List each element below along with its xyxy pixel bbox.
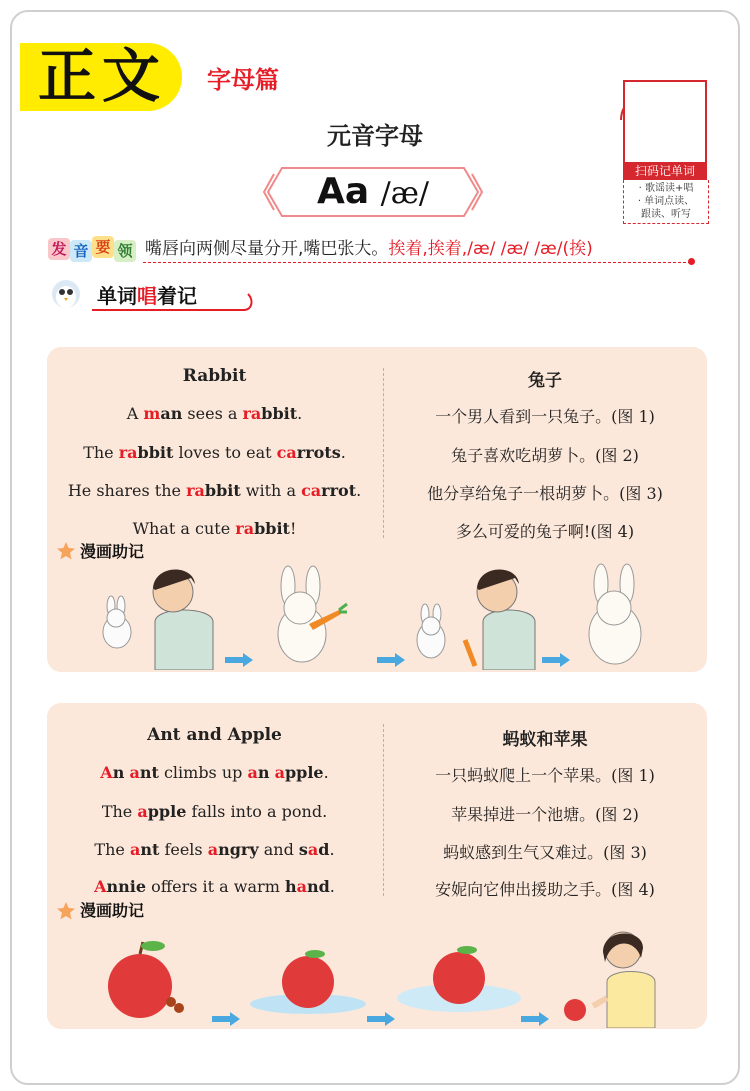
- pronunciation-tip: 嘴唇向两侧尽量分开,嘴巴张大。: [145, 239, 389, 259]
- song-line-cn: 他分享给兔子一根胡萝卜。(图 3): [427, 484, 663, 503]
- song-line-segment: nt: [139, 763, 159, 782]
- arrow-right-icon: [377, 653, 405, 667]
- song-line-segment: a: [129, 840, 141, 859]
- song-line-segment: The: [101, 802, 138, 821]
- song-line-segment: climbs up: [158, 763, 248, 782]
- song-line-cn: 一个男人看到一只兔子。(图 1): [435, 407, 655, 426]
- song-line-segment: and: [258, 840, 299, 859]
- memo-label: 漫画助记: [80, 542, 145, 561]
- arrow-right-icon: [367, 1012, 395, 1026]
- pronunciation-example: 挨着,挨着,/æ/ /æ/ /æ/(挨): [388, 239, 593, 259]
- song-line-cn: 一只蚂蚁爬上一个苹果。(图 1): [435, 766, 655, 785]
- star-icon: [56, 901, 76, 921]
- arrow-right-icon: [225, 653, 253, 667]
- song-line-segment: a: [274, 763, 285, 782]
- song-line-en: [47, 443, 382, 462]
- card-divider: [383, 724, 384, 896]
- song-line-segment: nd: [306, 877, 330, 896]
- song-line-segment: bbit: [261, 404, 298, 423]
- song-line-segment: n: [257, 763, 270, 782]
- song-line-segment: a: [307, 840, 319, 859]
- song-line-segment: ra: [235, 519, 255, 538]
- song-line-segment: bbit: [137, 443, 174, 462]
- comic-panel-1: [108, 941, 184, 1018]
- comic-panel-2: [250, 950, 366, 1014]
- song-line-segment: pple: [284, 763, 324, 782]
- song-line-segment: The: [94, 840, 130, 859]
- card-divider: [383, 368, 384, 538]
- letter-phonetic: /æ/: [380, 176, 430, 211]
- song-line-en: [47, 481, 382, 500]
- song-line-segment: nt: [140, 840, 160, 859]
- arrow-right-icon: [542, 653, 570, 667]
- song-line-segment: an: [160, 404, 183, 423]
- song-line-cn: 安妮向它伸出援助之手。(图 4): [435, 880, 655, 899]
- badge-char: 发: [48, 238, 70, 260]
- song-line-segment: h: [284, 877, 297, 896]
- card-en-title: Rabbit: [182, 366, 247, 386]
- song-line-segment: ra: [186, 481, 205, 500]
- song-line-segment: pple: [147, 802, 187, 821]
- song-line-segment: What a cute: [132, 519, 236, 538]
- qr-code[interactable]: [623, 80, 707, 164]
- qr-label: 扫码记单词: [623, 162, 707, 180]
- song-line-segment: sees a: [182, 404, 243, 423]
- song-line-segment: s: [298, 840, 308, 859]
- comic-panel-2: [278, 566, 347, 662]
- song-line-segment: ca: [301, 481, 322, 500]
- qr-notes: [623, 180, 709, 224]
- comic-panel-3: [417, 569, 535, 670]
- song-line-segment: with a: [240, 481, 302, 500]
- song-line-segment: a: [247, 763, 258, 782]
- song-line-segment: d: [318, 840, 330, 859]
- song-line-segment: He shares the: [67, 481, 187, 500]
- song-line-cn: 兔子喜欢吃胡萝卜。(图 2): [451, 446, 639, 465]
- song-line-segment: a: [137, 802, 148, 821]
- qr-note: 跟读、听写: [641, 209, 691, 220]
- badge-char: 音: [70, 240, 92, 262]
- song-line-en: [47, 519, 382, 538]
- sing-title-highlight: 唱: [137, 284, 157, 308]
- song-line-segment: a: [129, 763, 140, 782]
- song-line-segment: bbit: [254, 519, 290, 538]
- song-line-segment: a: [296, 877, 307, 896]
- sing-title-part: 着记: [157, 284, 197, 308]
- pronunciation-badge: [48, 236, 138, 264]
- sing-title: [97, 282, 197, 310]
- arrow-right-icon: [521, 1012, 549, 1026]
- star-icon: [56, 541, 76, 561]
- sing-title-part: 单词: [97, 284, 137, 308]
- song-line-cn: 蚂蚁感到生气又难过。(图 3): [443, 843, 647, 862]
- song-line-segment: !: [289, 519, 297, 538]
- song-line-segment: ra: [242, 404, 262, 423]
- badge-char: 要: [92, 236, 114, 258]
- song-line-segment: .: [356, 481, 362, 500]
- song-line-segment: nnie: [106, 877, 147, 896]
- song-line-segment: feels: [159, 840, 208, 859]
- section-title: 元音字母: [327, 121, 423, 150]
- song-line-segment: loves to eat: [173, 443, 277, 462]
- song-line-segment: ngry: [218, 840, 259, 859]
- song-line-segment: n: [112, 763, 125, 782]
- qr-box[interactable]: [617, 80, 697, 220]
- song-line-segment: falls into a pond.: [186, 802, 328, 821]
- letter-heading: [262, 164, 484, 220]
- song-line-segment: A: [100, 763, 113, 782]
- comic-panel-4: [589, 564, 641, 664]
- song-line-en: [47, 877, 382, 896]
- song-line-segment: .: [329, 877, 335, 896]
- page-subtitle: 字母篇: [207, 66, 279, 94]
- song-line-en: [47, 840, 382, 859]
- comic-panel-1: [103, 569, 213, 670]
- card-cn-title: 兔子: [528, 371, 562, 391]
- memo-label: 漫画助记: [80, 901, 145, 920]
- song-line-segment: .: [297, 404, 303, 423]
- pronunciation-text: [145, 235, 593, 263]
- arrow-right-icon: [212, 1012, 240, 1026]
- song-line-en: [47, 763, 382, 782]
- song-line-cn: 多么可爱的兔子啊!(图 4): [455, 522, 635, 541]
- song-line-segment: rrot: [321, 481, 357, 500]
- song-line-segment: ca: [276, 443, 297, 462]
- song-line-segment: offers it a warm: [146, 877, 285, 896]
- song-line-segment: .: [329, 840, 335, 859]
- song-line-segment: bbit: [204, 481, 241, 500]
- song-line-en: [47, 404, 382, 423]
- letter-glyph: Aa: [316, 171, 370, 212]
- badge-char: 领: [114, 240, 136, 262]
- song-line-segment: A: [126, 404, 144, 423]
- qr-note: · 歌谣读+唱: [638, 183, 694, 194]
- song-line-segment: .: [323, 763, 329, 782]
- song-line-segment: A: [94, 877, 107, 896]
- song-line-segment: rrots: [296, 443, 341, 462]
- song-line-segment: m: [143, 404, 161, 423]
- song-line-segment: .: [340, 443, 346, 462]
- underline-dot: [688, 258, 695, 265]
- song-line-en: [47, 802, 382, 821]
- song-line-segment: a: [207, 840, 219, 859]
- card-cn-title: 蚂蚁和苹果: [502, 730, 588, 750]
- card-en-title: Ant and Apple: [147, 725, 282, 745]
- dashed-underline: [143, 262, 691, 263]
- page-title: 正文: [38, 42, 167, 110]
- qr-note: · 单词点读、: [637, 196, 695, 207]
- comic-panel-4: [564, 932, 655, 1028]
- song-line-cn: 苹果掉进一个池塘。(图 2): [451, 805, 639, 824]
- song-line-segment: The: [83, 443, 119, 462]
- song-line-segment: ra: [118, 443, 138, 462]
- comic-panel-3: [397, 946, 521, 1012]
